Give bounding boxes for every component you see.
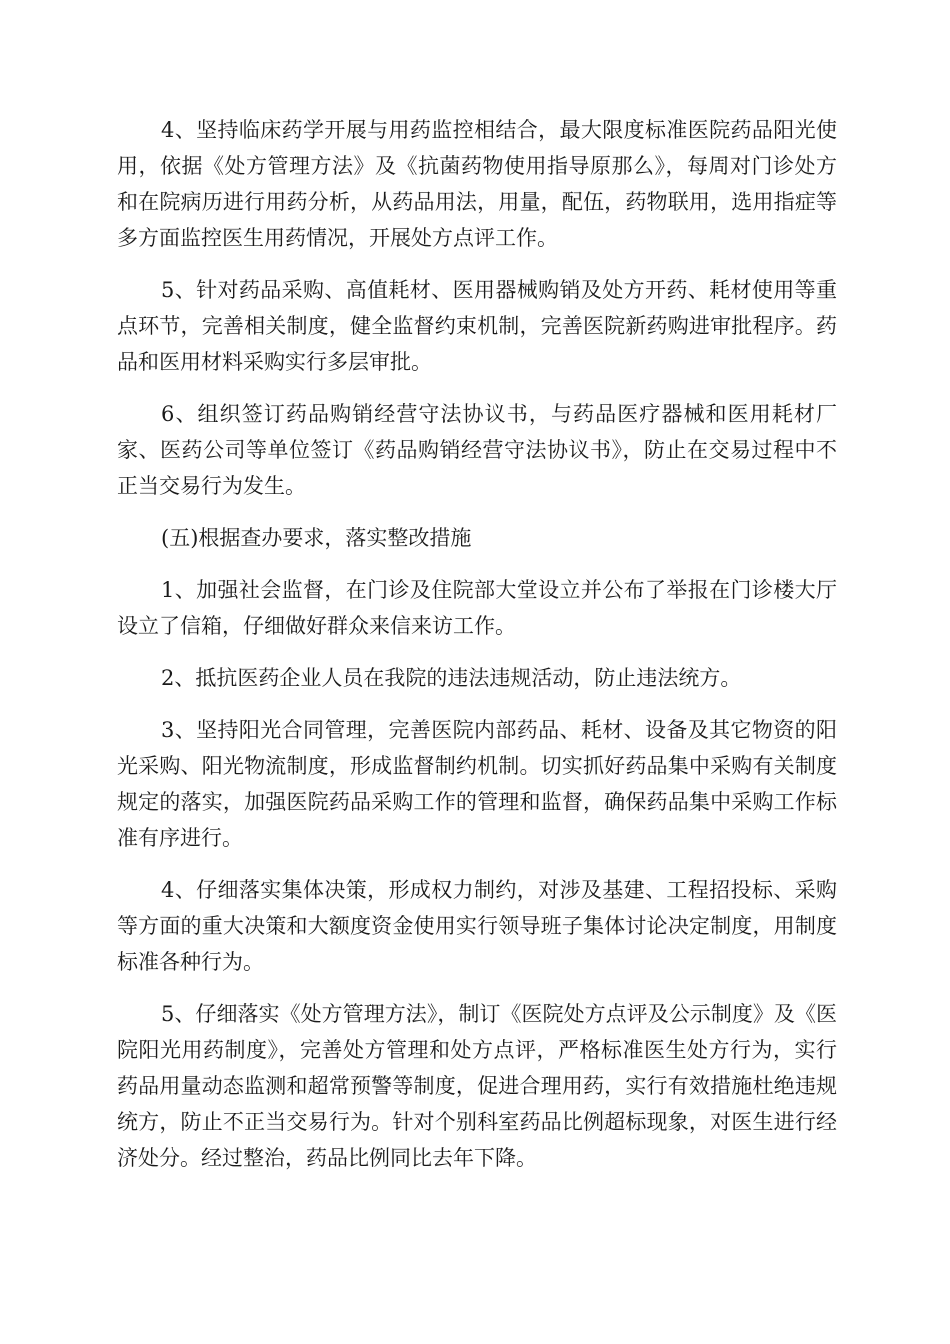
paragraph-compliance-agreement: 6、组织签订药品购销经营守法协议书，与药品医疗器械和医用耗材厂家、医药公司等单位签订《药品购销经营守法协议书》，防止在交易过程中不正当交易行为发生。 — [117, 402, 837, 498]
paragraph-resist-violations: 2、抵抗医药企业人员在我院的违法违规活动，防止违法统方。 — [161, 666, 742, 690]
paragraph-prescription-management: 5、仔细落实《处方管理方法》，制订《医院处方点评及公示制度》及《医院阳光用药制度》，完善处方管理和处方点评，严格标准医生处方行为，实行药品用量动态监测和超常预警等制度，促进合理用药，实行有效措施杜绝违规统方，防止不正当交易行为。针对个别科室药品比例超标现象，对医生进行经济处分。经过整治，药品比例同比去年下降。 — [117, 1002, 837, 1170]
paragraph-sunshine-contracts: 3、坚持阳光合同管理，完善医院内部药品、耗材、设备及其它物资的阳光采购、阳光物流制度，形成监督制约机制。切实抓好药品集中采购有关制度规定的落实，加强医院药品采购工作的管理和监督，确保药品集中采购工作标准有序进行。 — [117, 718, 837, 850]
paragraph-social-supervision: 1、加强社会监督，在门诊及住院部大堂设立并公布了举报在门诊楼大厅设立了信箱，仔细做好群众来信来访工作。 — [117, 578, 837, 638]
paragraph-procurement-control: 5、针对药品采购、高值耗材、医用器械购销及处方开药、耗材使用等重点环节，完善相关制度，健全监督约束机制，完善医院新药购进审批程序。药品和医用材料采购实行多层审批。 — [117, 278, 837, 374]
paragraph-clinical-pharmacy: 4、坚持临床药学开展与用药监控相结合，最大限度标准医院药品阳光使用，依据《处方管理方法》及《抗菌药物使用指导原那么》，每周对门诊处方和在院病历进行用药分析，从药品用法，用量，配伍，药物联用，选用指症等多方面监控医生用药情况，开展处方点评工作。 — [117, 118, 837, 250]
paragraph-collective-decision: 4、仔细落实集体决策，形成权力制约，对涉及基建、工程招投标、采购等方面的重大决策和大额度资金使用实行领导班子集体讨论决定制度，用制度标准各种行为。 — [117, 878, 837, 974]
document-page — [117, 112, 837, 1192]
section-heading-rectification: (五)根据查办要求，落实整改措施 — [161, 526, 472, 550]
